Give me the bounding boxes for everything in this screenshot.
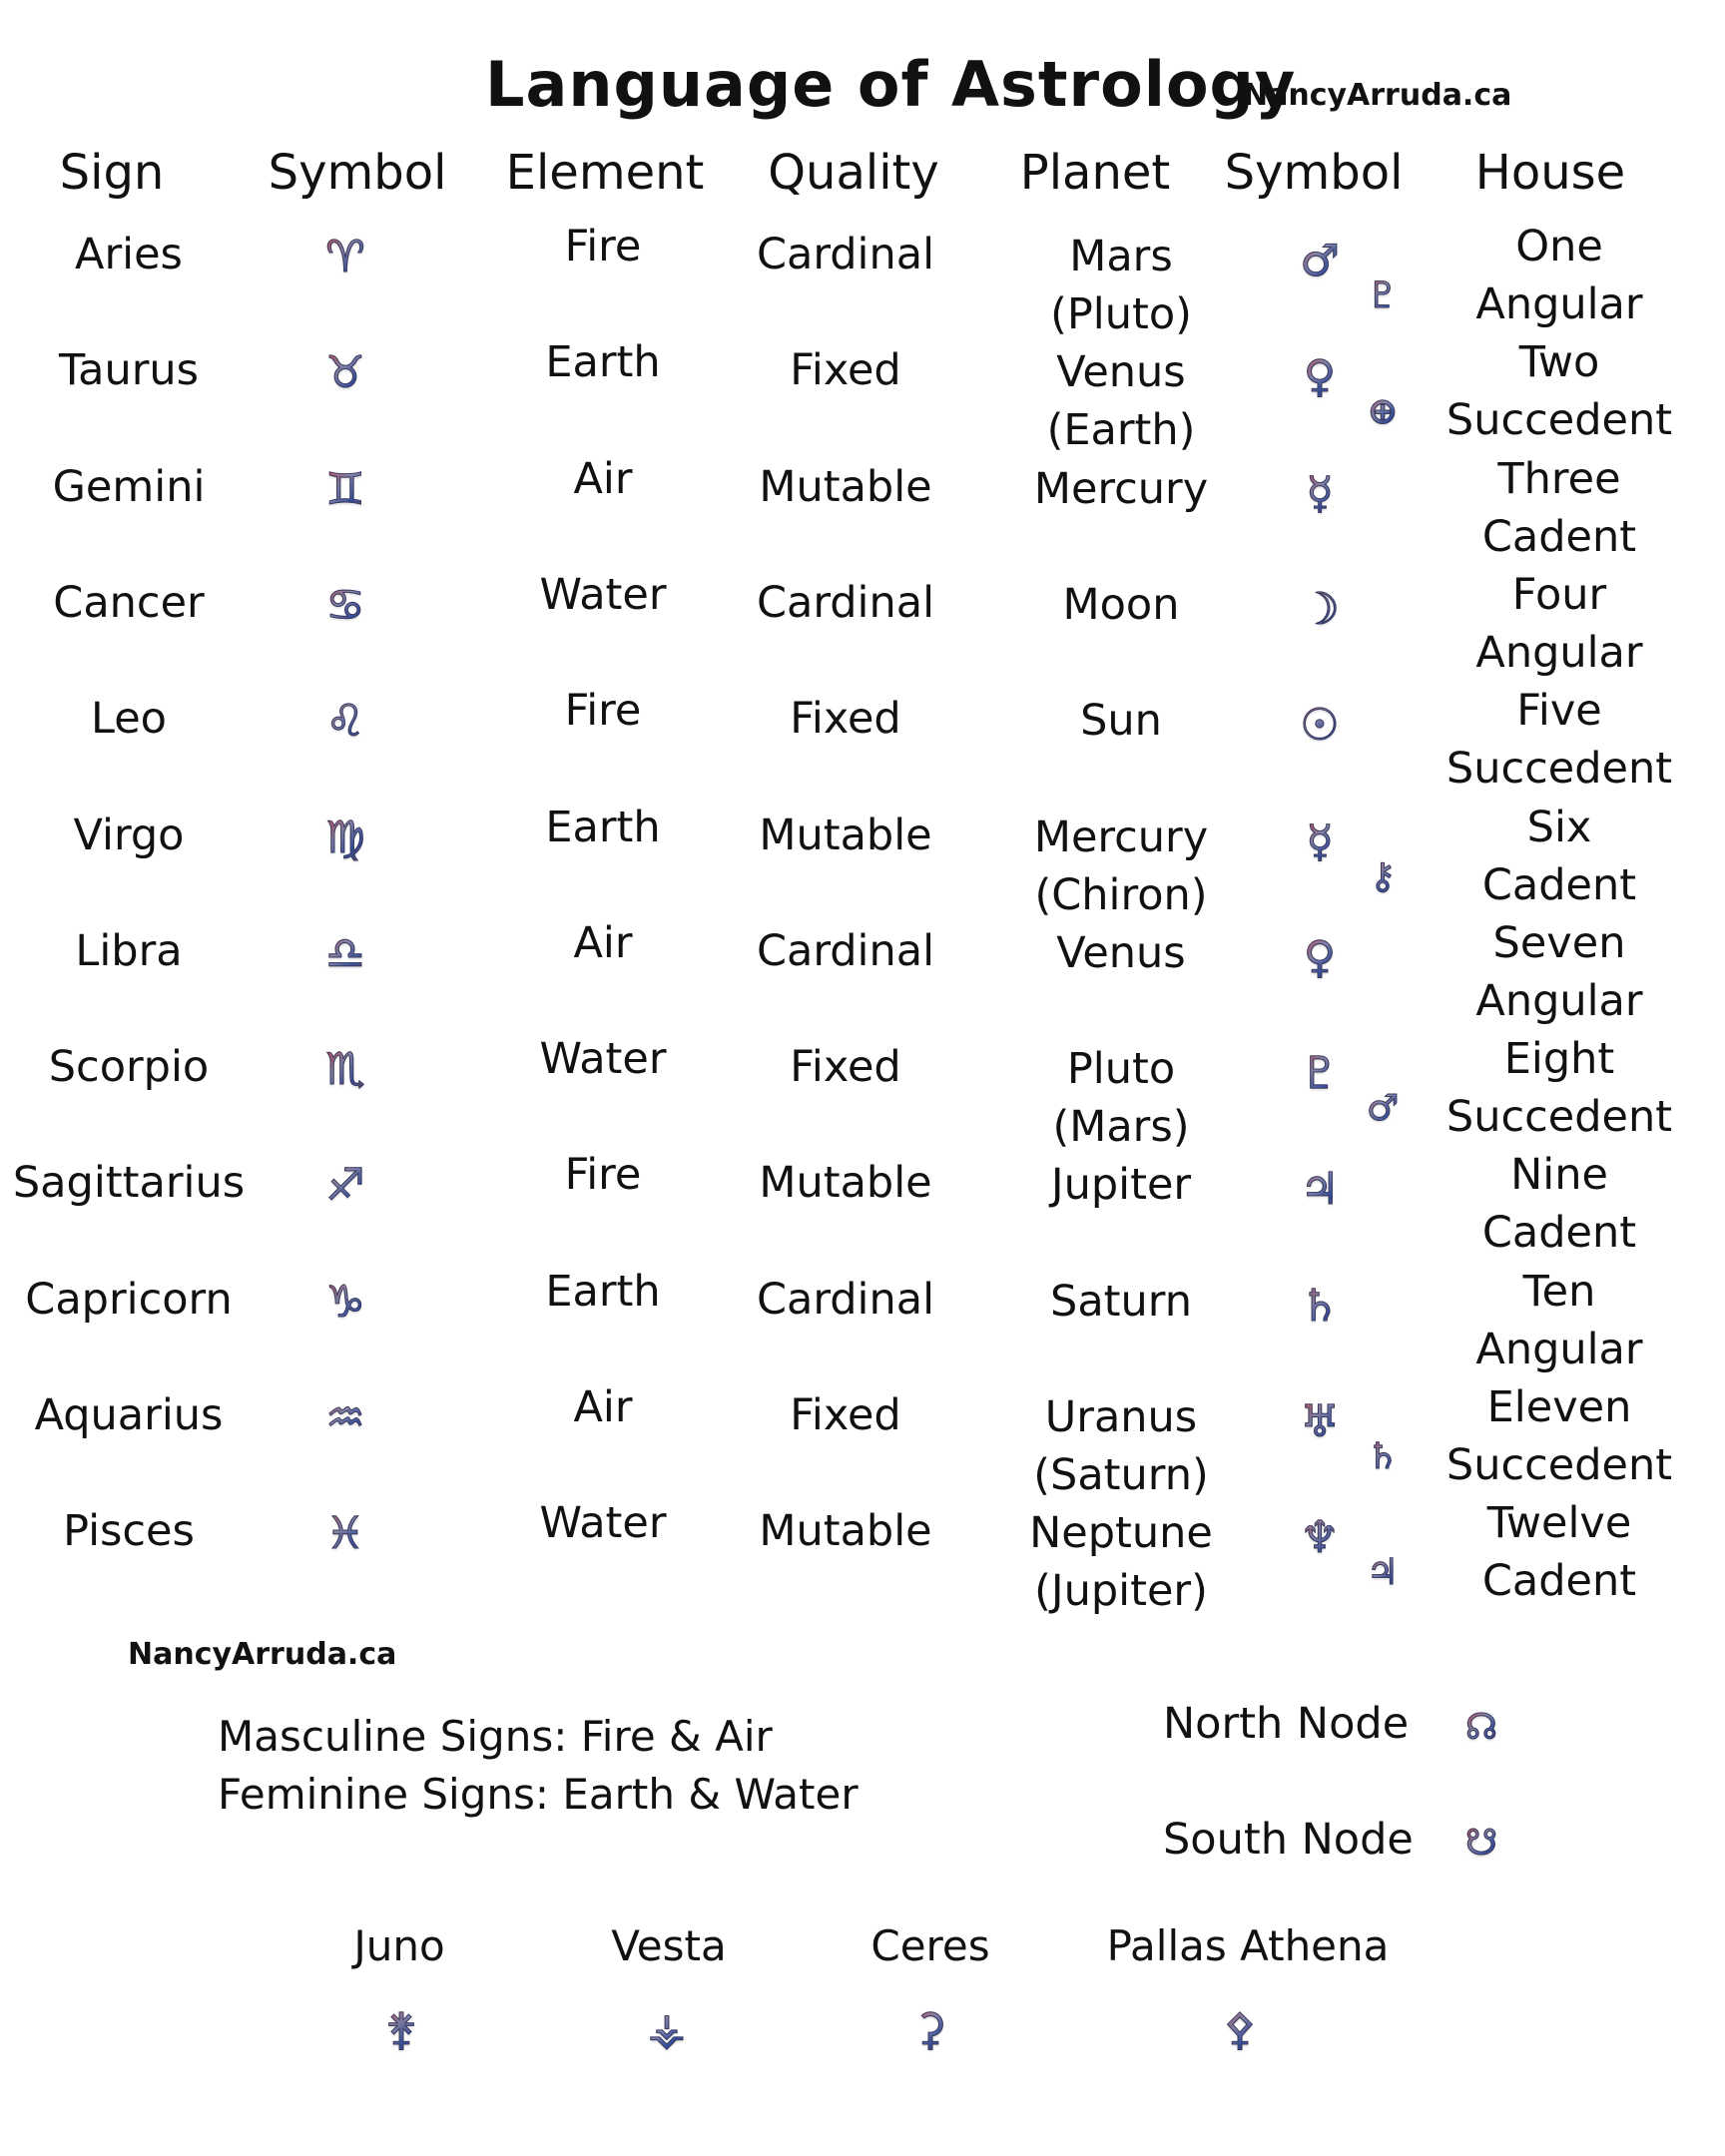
planet: Mercury [1033, 463, 1209, 514]
house-type: Cadent [1481, 511, 1637, 562]
quality: Fixed [790, 345, 901, 396]
house-number: Ten [1522, 1266, 1596, 1317]
quality: Cardinal [756, 230, 935, 279]
element: Earth [545, 802, 661, 852]
sign-symbol-icon: ♐ [325, 1160, 365, 1212]
house-type: Cadent [1481, 1208, 1637, 1259]
asteroid-pallas-label: Pallas Athena [1106, 1921, 1390, 1970]
sign-symbol-icon: ♑ [325, 1276, 365, 1328]
planet: Moon [1062, 579, 1180, 630]
planet: Neptune [1029, 1508, 1213, 1559]
element: Earth [545, 337, 661, 388]
header-planet-symbol: Symbol [1224, 145, 1404, 201]
planet-symbol-icon: ☿ [1306, 815, 1334, 867]
sign-symbol-icon: ♋ [325, 579, 365, 631]
house-number: Nine [1510, 1150, 1608, 1201]
house-number: Five [1516, 686, 1602, 737]
vesta-icon: ⚶ [648, 2004, 686, 2055]
element: Air [573, 453, 633, 504]
sign-name: Capricorn [25, 1274, 233, 1325]
house-number: Twelve [1486, 1498, 1632, 1549]
sign-symbol-icon: ♓ [325, 1508, 365, 1560]
element: Earth [545, 1266, 661, 1317]
house-type: Succedent [1445, 395, 1673, 446]
sign-name: Taurus [58, 345, 200, 396]
house-type: Succedent [1445, 1440, 1673, 1490]
asteroid-juno-label: Juno [353, 1921, 445, 1970]
juno-icon: ⚵ [384, 2004, 418, 2055]
sign-name: Scorpio [48, 1042, 210, 1093]
sign-name: Aries [75, 230, 183, 279]
planet: Venus [1056, 927, 1186, 978]
header-sign-symbol: Symbol [268, 145, 447, 201]
planet-symbol-icon: ☽ [1300, 583, 1340, 635]
page-title: Language of Astrology [485, 48, 1297, 121]
site-name-mid: NancyArruda.ca [128, 1637, 397, 1672]
pallas-athena-icon: ⚴ [1223, 2004, 1257, 2055]
element: Water [539, 569, 667, 620]
sign-symbol-icon: ♈ [325, 232, 365, 282]
north-node-label: North Node [1163, 1699, 1410, 1749]
planet-secondary: (Earth) [1046, 405, 1196, 456]
sign-name: Leo [91, 694, 167, 745]
ceres-icon: ⚳ [913, 2004, 947, 2055]
planet: Pluto [1066, 1044, 1176, 1095]
element: Water [539, 1498, 667, 1549]
sign-symbol-icon: ♒ [325, 1392, 365, 1443]
quality: Mutable [759, 461, 932, 512]
planet-symbol-secondary-icon: ♄ [1366, 1436, 1400, 1477]
house-type: Cadent [1481, 1556, 1637, 1607]
quality: Mutable [759, 1506, 932, 1557]
element: Fire [564, 1150, 642, 1201]
house-number: Eight [1503, 1034, 1615, 1085]
house-number: Two [1518, 337, 1600, 388]
sign-name: Aquarius [34, 1390, 224, 1440]
header-quality: Quality [768, 145, 939, 201]
house-type: Angular [1475, 975, 1643, 1026]
house-number: Six [1526, 802, 1592, 852]
house-type: Cadent [1481, 859, 1637, 910]
planet: Mars [1069, 232, 1173, 281]
house-number: Four [1511, 569, 1607, 620]
planet-symbol-icon: ☉ [1300, 700, 1340, 752]
sign-symbol-icon: ♍ [325, 811, 365, 863]
planet-symbol-secondary-icon: ⚷ [1369, 855, 1397, 897]
quality: Cardinal [756, 925, 935, 976]
sign-name: Cancer [53, 577, 205, 628]
planet-secondary: (Pluto) [1050, 289, 1192, 339]
quality: Fixed [790, 1042, 901, 1093]
element: Fire [564, 686, 642, 737]
element: Air [573, 1382, 633, 1432]
quality: Fixed [790, 1390, 901, 1440]
planet-symbol-secondary-icon: ⊕ [1367, 391, 1399, 433]
house-number: Seven [1492, 917, 1626, 968]
north-node-icon: ☊ [1465, 1707, 1497, 1748]
asteroid-vesta-label: Vesta [611, 1921, 727, 1970]
planet-symbol-secondary-icon: ♂ [1366, 1088, 1400, 1130]
quality: Cardinal [756, 577, 935, 628]
quality: Mutable [759, 1158, 932, 1209]
planet-secondary: (Saturn) [1033, 1450, 1209, 1500]
sign-name: Pisces [63, 1506, 195, 1557]
planet-symbol-icon: ♀ [1303, 931, 1337, 983]
south-node-icon: ☋ [1465, 1823, 1497, 1864]
house-number: Three [1497, 453, 1621, 504]
house-type: Succedent [1445, 744, 1673, 795]
sign-symbol-icon: ♊ [325, 463, 365, 515]
planet-secondary: (Chiron) [1034, 869, 1208, 920]
sign-name: Sagittarius [12, 1158, 246, 1209]
sign-symbol-icon: ♉ [325, 347, 365, 399]
feminine-note: Feminine Signs: Earth & Water [218, 1770, 859, 1819]
planet-symbol-secondary-icon: ♃ [1366, 1552, 1400, 1594]
sign-name: Gemini [52, 461, 206, 512]
planet: Uranus [1044, 1392, 1198, 1442]
quality: Fixed [790, 694, 901, 745]
header-planet: Planet [1019, 145, 1171, 201]
house-type: Succedent [1445, 1092, 1673, 1143]
planet: Saturn [1050, 1276, 1192, 1327]
quality: Cardinal [756, 1274, 935, 1325]
sign-symbol-icon: ♎ [325, 927, 365, 979]
house-type: Angular [1475, 627, 1643, 678]
planet-secondary: (Jupiter) [1034, 1566, 1208, 1617]
planet-secondary: (Mars) [1052, 1102, 1190, 1153]
planet: Mercury [1033, 811, 1209, 862]
header-element: Element [505, 145, 705, 201]
sign-symbol-icon: ♌ [325, 696, 365, 748]
planet-symbol-icon: ♅ [1300, 1396, 1340, 1447]
planet-symbol-icon: ☿ [1306, 467, 1334, 519]
element: Air [573, 917, 633, 968]
planet-symbol-icon: ♂ [1300, 236, 1340, 286]
planet-symbol-icon: ♆ [1300, 1512, 1340, 1564]
planet-symbol-icon: ♇ [1300, 1048, 1340, 1100]
planet: Sun [1080, 696, 1162, 747]
planet-symbol-icon: ♄ [1300, 1280, 1340, 1332]
header-sign: Sign [59, 145, 165, 201]
planet: Venus [1056, 347, 1186, 398]
house-number: One [1515, 222, 1603, 271]
sign-name: Virgo [73, 809, 185, 860]
quality: Mutable [759, 809, 932, 860]
header-house: House [1474, 145, 1626, 201]
house-type: Angular [1475, 279, 1643, 329]
element: Fire [564, 222, 642, 271]
element: Water [539, 1034, 667, 1085]
sign-name: Libra [75, 925, 183, 976]
house-type: Angular [1475, 1324, 1643, 1374]
south-node-label: South Node [1163, 1815, 1414, 1865]
asteroid-ceres-label: Ceres [870, 1921, 990, 1970]
planet-symbol-secondary-icon: ♇ [1366, 275, 1400, 316]
sign-symbol-icon: ♏ [325, 1044, 365, 1096]
masculine-note: Masculine Signs: Fire & Air [218, 1712, 773, 1761]
site-name-top: NancyArruda.ca [1243, 78, 1512, 113]
planet: Jupiter [1050, 1160, 1192, 1211]
house-number: Eleven [1486, 1382, 1632, 1432]
planet-symbol-icon: ♃ [1300, 1164, 1340, 1216]
planet-symbol-icon: ♀ [1303, 351, 1337, 403]
